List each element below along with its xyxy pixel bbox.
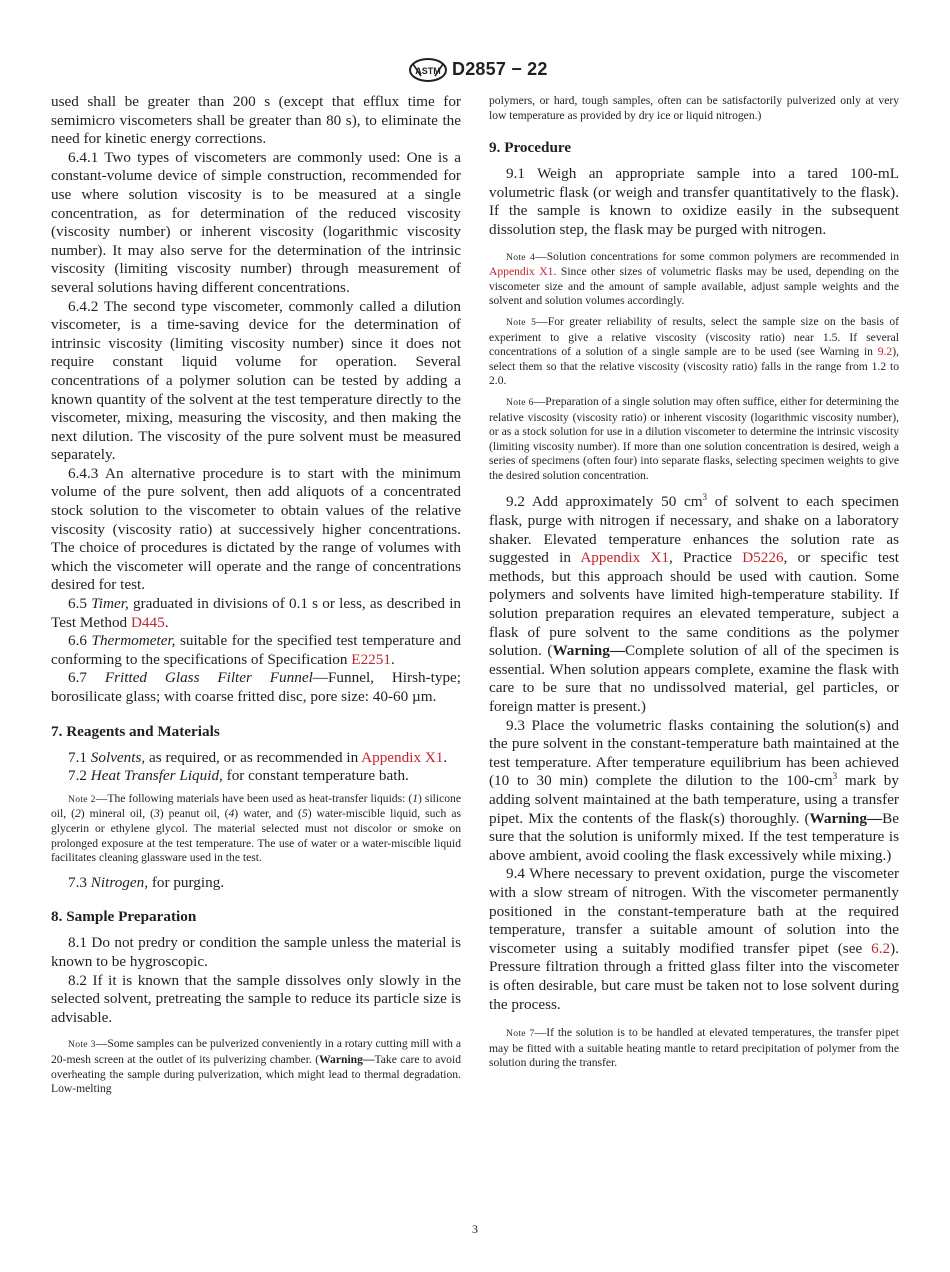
paragraph-8-2: 8.2 If it is known that the sample dissolves only slowly in the selected solvent, pretreating the sample to reduce its particle size is advisable.	[51, 971, 461, 1026]
astm-logo-icon	[407, 57, 449, 83]
paragraph-8-1: 8.1 Do not predry or condition the sample unless the material is known to be hygroscopic.	[51, 934, 461, 970]
section-8-heading: 8. Sample Preparation	[51, 908, 197, 926]
paragraph-6-4-3: 6.4.3 An alternative procedure is to start with the minimum volume of the pure solvent, then add aliquots of a concentrated stock solution to the viscometer to obtain values of the relative viscosity (viscosity ratio) at successively higher concentrations. The choice of procedures is dictated by the range of volumes with which the viscometer will operate and the range of concentrations desired for test.	[51, 464, 461, 594]
paragraph-7-3: 7.3 Nitrogen, for purging.	[68, 873, 225, 891]
paragraph-6-4-cont: used shall be greater than 200 s (except that efflux time for semimicro viscometers shall be greater than 80 s), to eliminate the need for kinetic energy corrections.	[51, 93, 461, 148]
link-appendix-x1-note4[interactable]: Appendix X1	[489, 265, 554, 279]
paragraph-6-4-1: 6.4.1 Two types of viscometers are commonly used: One is a constant-volume device of simple construction, recommended for use where solution viscosity is to be measured at a single concentration, as for determination of the reduced viscosity (viscosity number) or inherent viscosity (logarithmic viscosity number). It may also serve for the determination of the intrinsic viscosity (limiting viscosity number) through measurement of several solutions having different concentrations.	[51, 148, 461, 296]
paragraph-6-7: 6.7 Fritted Glass Filter Funnel—Funnel, Hirsh-type; borosilicate glass; with coarse fritted disc, pore size: 40-60 µm.	[51, 669, 461, 705]
note-2: Note 2—The following materials have been used as heat-transfer liquids: (1) silicone oil, (2) mineral oil, (3) peanut oil, (4) water, and (5) water-miscible liquid, such as glycerin or ethylene glycol. The material selected must not discolor or smoke on prolonged exposure at the test temperature. The use of water or a water-miscible liquid facilitates cleaning glassware used in the test.	[51, 791, 461, 865]
link-9-2[interactable]: 9.2	[877, 345, 893, 359]
paragraph-6-6: 6.6 Thermometer, suitable for the specified test temperature and conforming to the specifications of Specification E2251.	[51, 632, 462, 668]
link-appendix-x1[interactable]: Appendix X1	[361, 748, 444, 766]
paragraph-6-5: 6.5 Timer, graduated in divisions of 0.1 s or less, as described in Test Method D445.	[51, 595, 462, 631]
note-5: Note 5—For greater reliability of results, select the sample size on the basis of experiment to give a relative viscosity (viscosity ratio) near 1.5. If several concentrations of a solution of a single sample are to be used (see Warning in 9.2), select them so that the relative viscosity (viscosity ratio) falls in the range from 1.2 to 2.0.	[489, 314, 899, 388]
link-d5226[interactable]: D5226	[742, 549, 784, 567]
paragraph-9-3: 9.3 Place the volumetric flasks containing the solution(s) and the pure solvent in the constant-temperature bath maintained at the test temperature. After temperature equilibrium has been achieved (10 to 30 min) complete the dilution to the $100-cm^3$ mark by adding solvent maintained at the bath temperature, using a transfer pipet. Mix the contents of the flask(s) thoroughly. (Warning—Be sure that the solution is uniformly mixed. If the test temperature is above ambient, avoid cooling the flask excessively while mixing.)	[489, 716, 899, 864]
link-appendix-x1-9-2[interactable]: Appendix X1	[580, 549, 670, 567]
link-d445[interactable]: D445	[130, 613, 165, 631]
page-header	[0, 57, 950, 83]
link-e2251[interactable]: E2251	[351, 650, 391, 668]
standard-designation: D2857 − 22	[452, 59, 548, 79]
paragraph-9-2: 9.2 Add approximately 50 $cm^3$ of solvent to each specimen flask, purge with nitrogen if necessary, and shake on a laboratory shaker. Elevated temperature enhances the solution rate as suggested in Appendix X1, Practice D5226, or specific test methods, but this approach should be used with caution. Some polymers and solvents have limited high-temperature stability. If solution preparation requires an elevated temperature, subject a flask of pure solvent to the same conditions as the polymer solution. (Warning—Complete solution of all of the specimen is essential. When solution appears complete, examine the flask with care to be sure that no undissolved material, gel particles, or foreign matter is present.)	[489, 492, 899, 715]
note-7: Note 7—If the solution is to be handled at elevated temperatures, the transfer pipet may be fitted with a suitable heating mantle to retard precipitation of polymer from the solution during the transfer.	[489, 1026, 899, 1070]
left-column	[51, 93, 461, 1097]
paragraph-7-1: 7.1 Solvents, as required, or as recommended in Appendix X1.	[68, 748, 448, 766]
page-number: 3	[472, 1222, 478, 1236]
link-6-2[interactable]: 6.2	[871, 939, 891, 957]
note-3: Note 3—Some samples can be pulverized conveniently in a rotary cutting mill with a 20-mesh screen at the outlet of its pulverizing chamber. (Warning—Take care to avoid overheating the sample during pulverization, which might lead to thermal degradation. Low-melting	[51, 1037, 461, 1096]
section-9-heading: 9. Procedure	[489, 139, 572, 157]
paragraph-6-4-2: 6.4.2 The second type viscometer, commonly called a dilution viscometer, is a time-saving device for the determination of intrinsic viscosity (limiting viscosity number) since it does not require constant liquid volume for operation. Several concentrations of a polymer solution can be tested by adding a known quantity of the solvent at the test temperature directly to the viscometer, mixing, measuring the viscosity, and then making the next dilution. The viscosity of the pure solvent must be measured separately.	[51, 297, 461, 464]
note-6: Note 6—Preparation of a single solution may often suffice, either for determining the relative viscosity (viscosity ratio) or inherent viscosity (logarithmic viscosity number), or as a stock solution for use in a dilution viscometer to determine the intrinsic viscosity (limiting viscosity number). If more than one solution concentration is desired, weigh a series of specimens (often four) into separate flasks, selecting specimen weights to give the desired solution concentration.	[489, 394, 899, 482]
note-4: Note 4—Solution concentrations for some common polymers are recommended in Appendix X1. Since other sizes of volumetric flasks may be used, depending on the viscometer size and the amount of sample available, adjust sample weights and the solvent and solution volumes accordingly.	[489, 249, 899, 308]
paragraph-9-4: 9.4 Where necessary to prevent oxidation, purge the viscometer with a slow stream of nitrogen. With the viscometer permanently positioned in the constant-temperature bath at the required temperature, transfer a suitable amount of solution into the viscometer using a suitably modified transfer pipet (see 6.2). Pressure filtration through a fritted glass filter into the viscometer is often desirable, but care must be taken not to lose solvent during the process.	[489, 865, 899, 1013]
paragraph-7-2: 7.2 Heat Transfer Liquid, for constant temperature bath.	[68, 767, 409, 785]
logo-text: ASTM	[415, 66, 441, 76]
section-7-heading: 7. Reagents and Materials	[51, 722, 220, 740]
paragraph-9-1: 9.1 Weigh an appropriate sample into a tared 100-mL volumetric flask (or weigh and transfer quantitatively to the flask). If the sample is known to oxidize easily in the subsequent dissolution step, the flask may be purged with nitrogen.	[489, 165, 899, 238]
note-3-cont: polymers, or hard, tough samples, often can be satisfactorily pulverized only at very low temperature as provided by dry ice or liquid nitrogen.)	[489, 94, 899, 122]
right-column	[489, 94, 899, 1071]
